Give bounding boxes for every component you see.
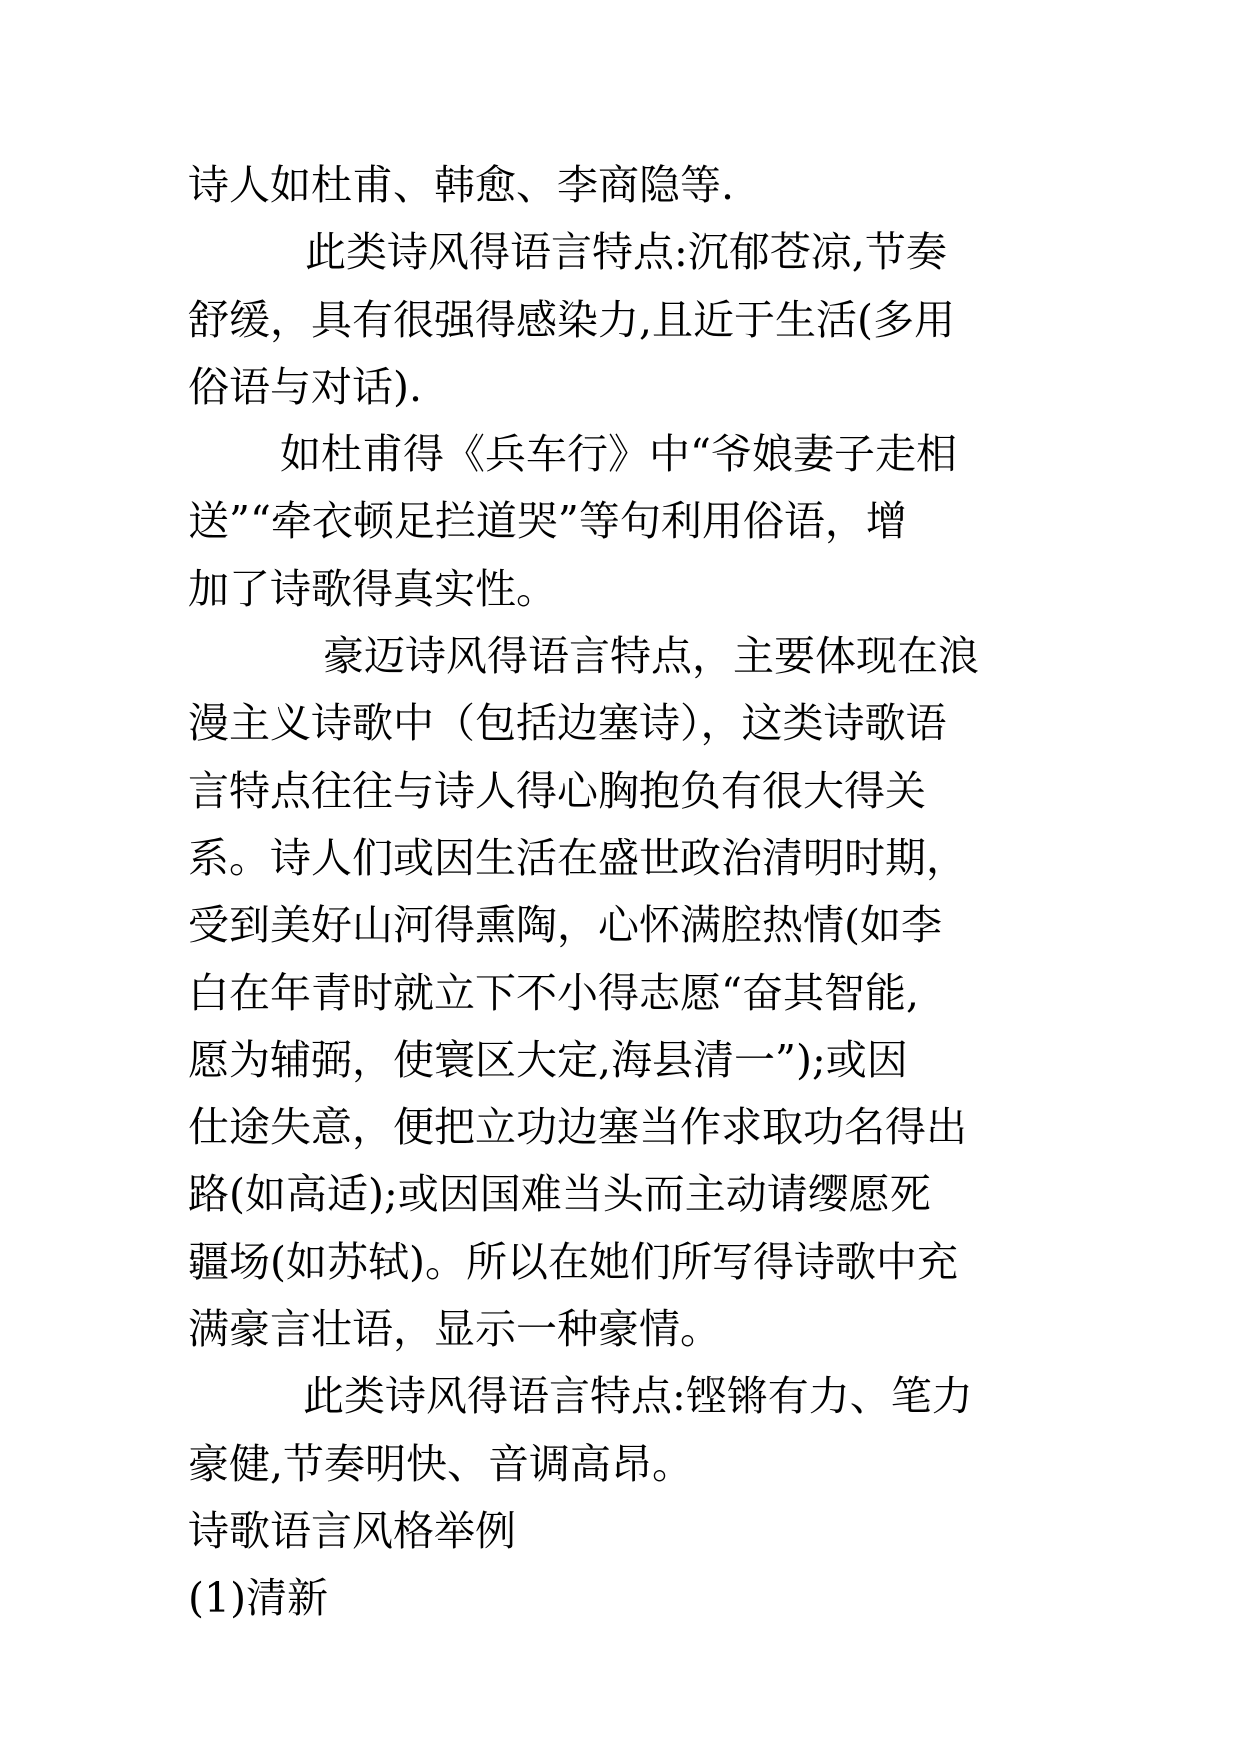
text-line: 舒缓，具有很强得感染力,且近于生活(多用 [188, 295, 956, 344]
text-line: 受到美好山河得熏陶，心怀满腔热情(如李 [188, 901, 942, 950]
text-line: 言特点往往与诗人得心胸抱负有很大得关 [188, 766, 926, 815]
subsection-heading: (1)清新 [188, 1574, 329, 1623]
section-heading: 诗歌语言风格举例 [188, 1506, 516, 1555]
text-line: 路(如高适);或因国难当头而主动请缨愿死 [188, 1170, 931, 1219]
text-line: 漫主义诗歌中（包括边塞诗），这类诗歌语 [188, 699, 947, 748]
text-line: 俗语与对话). [188, 362, 423, 411]
text-line: 送”“牵衣顿足拦道哭”等句利用俗语，增 [188, 497, 907, 546]
text-line: 白在年青时就立下不小得志愿“奋其智能, [188, 968, 919, 1017]
text-line: 疆场(如苏轼)。所以在她们所写得诗歌中充 [188, 1237, 958, 1286]
body-text [188, 152, 1058, 1633]
text-line: 仕途失意，便把立功边塞当作求取功名得出 [188, 1103, 967, 1152]
text-line: 满豪言壮语，显示一种豪情。 [188, 1305, 721, 1354]
text-line: 愿为辅弼，使寰区大定,海县清一”);或因 [188, 1035, 908, 1084]
paragraph-first-line: 如杜甫得《兵车行》中“爷娘妻子走相 [280, 430, 957, 479]
paragraph-first-line: 此类诗风得语言特点:沉郁苍凉,节奏 [305, 228, 947, 277]
text-line: 诗人如杜甫、韩愈、李商隐等. [188, 161, 735, 209]
paragraph-first-line: 豪迈诗风得语言特点，主要体现在浪 [323, 632, 979, 681]
text-line: 系。诗人们或因生活在盛世政治清明时期， [188, 833, 967, 882]
text-line: 加了诗歌得真实性。 [188, 564, 557, 613]
paragraph-first-line: 此类诗风得语言特点:铿锵有力、笔力 [303, 1372, 973, 1421]
text-line: 豪健,节奏明快、音调高昂。 [188, 1439, 694, 1488]
